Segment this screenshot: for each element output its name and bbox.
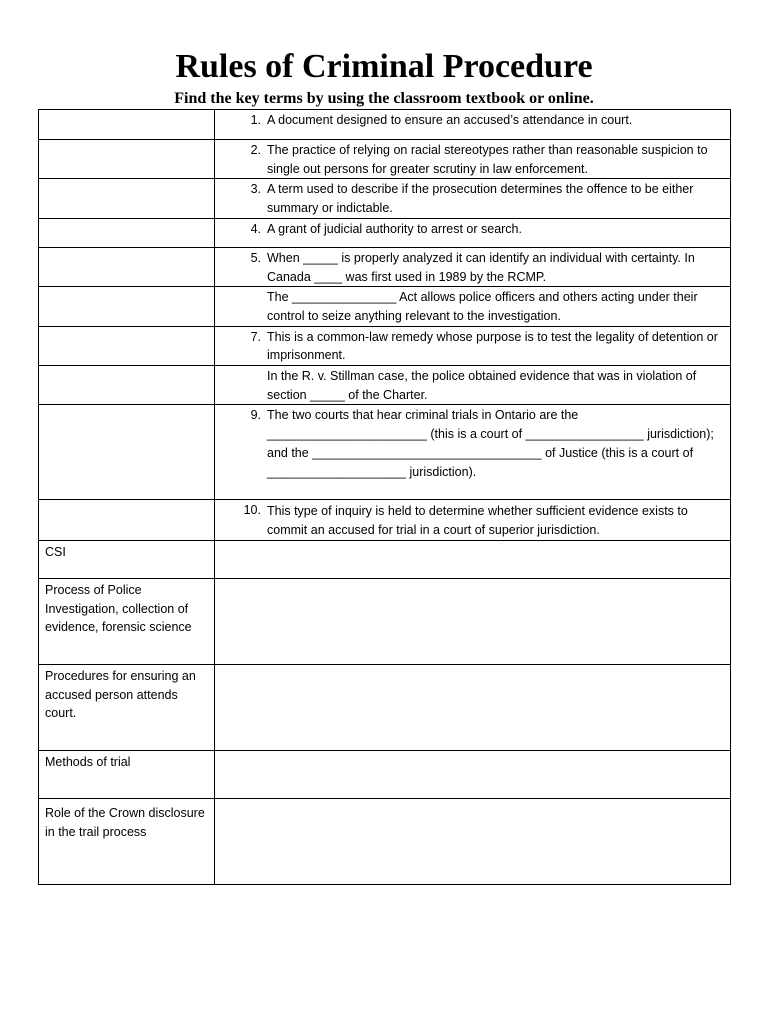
question-cell bbox=[215, 366, 731, 405]
question-cell bbox=[215, 500, 731, 540]
question-text: This is a common-law remedy whose purpose is to test the legality of detention or imprisonment. bbox=[267, 329, 718, 363]
question-cell bbox=[215, 326, 731, 365]
topic-label: Procedures for ensuring an accused person attends court. bbox=[45, 668, 196, 721]
answer-cell[interactable] bbox=[39, 405, 215, 500]
table-row bbox=[39, 798, 731, 884]
table-row bbox=[39, 750, 731, 798]
answer-cell[interactable] bbox=[39, 500, 215, 540]
question-cell bbox=[215, 179, 731, 218]
question-cell bbox=[215, 247, 731, 286]
topic-label: CSI bbox=[45, 544, 66, 559]
table-row bbox=[39, 540, 731, 578]
question-text: The practice of relying on racial stereotypes rather than reasonable suspicion to single out persons for greater scrutiny in law enforcement. bbox=[267, 143, 708, 176]
notes-cell[interactable] bbox=[215, 798, 731, 884]
answer-cell[interactable] bbox=[39, 247, 215, 286]
table-row bbox=[39, 366, 731, 405]
question-text: When _____ is properly analyzed it can identify an individual with certainty. In Canada ____ was first used in 1989 by the RCMP. bbox=[267, 250, 695, 284]
question-cell bbox=[215, 405, 731, 500]
table-row bbox=[39, 140, 731, 179]
topic-cell bbox=[39, 664, 215, 750]
topic-label: Methods of trial bbox=[45, 754, 131, 769]
question-number: 4. bbox=[250, 221, 261, 236]
table-row bbox=[39, 405, 731, 500]
page-title: Rules of Criminal Procedure bbox=[175, 48, 593, 85]
topic-label: Role of the Crown disclosure in the trail process bbox=[45, 805, 205, 839]
answer-cell[interactable] bbox=[39, 326, 215, 365]
question-cell bbox=[215, 140, 731, 179]
notes-cell[interactable] bbox=[215, 578, 731, 664]
table-row bbox=[39, 326, 731, 365]
topic-cell bbox=[39, 798, 215, 884]
question-text: The two courts that hear criminal trials in Ontario are the _______________________ (this is a court of _________________ jurisdiction); and the _________________________________ of Justice (this is a court of ____________________ jurisdiction). bbox=[267, 408, 714, 479]
answer-cell[interactable] bbox=[39, 218, 215, 247]
table-row bbox=[39, 110, 731, 140]
answer-cell[interactable] bbox=[39, 110, 215, 140]
table-row bbox=[39, 179, 731, 218]
question-cell bbox=[215, 287, 731, 326]
table-row bbox=[39, 287, 731, 326]
topic-cell bbox=[39, 540, 215, 578]
question-text: A grant of judicial authority to arrest or search. bbox=[267, 221, 522, 236]
answer-cell[interactable] bbox=[39, 366, 215, 405]
question-number: 10. bbox=[243, 503, 261, 518]
question-text: The _______________ Act allows police officers and others acting under their control to seize anything relevant to the investigation. bbox=[267, 290, 698, 323]
question-number: 9. bbox=[250, 408, 261, 423]
question-cell bbox=[215, 218, 731, 247]
table-row bbox=[39, 664, 731, 750]
key-terms-table bbox=[38, 109, 731, 885]
question-text: In the R. v. Stillman case, the police obtained evidence that was in violation of section _____ of the Charter. bbox=[267, 369, 697, 402]
topic-cell bbox=[39, 578, 215, 664]
topic-label: Process of Police Investigation, collection of evidence, forensic science bbox=[45, 582, 192, 635]
table-row bbox=[39, 247, 731, 286]
question-number: 5. bbox=[250, 250, 261, 265]
question-number: 1. bbox=[250, 113, 261, 127]
table-row bbox=[39, 218, 731, 247]
question-number: 3. bbox=[250, 182, 261, 197]
question-text: A document designed to ensure an accused’s attendance in court. bbox=[267, 113, 633, 127]
page-subtitle: Find the key terms by using the classroom textbook or online. bbox=[174, 90, 594, 107]
question-number: 7. bbox=[250, 329, 261, 344]
question-number: 2. bbox=[250, 143, 261, 157]
notes-cell[interactable] bbox=[215, 750, 731, 798]
question-text: This type of inquiry is held to determine whether sufficient evidence exists to commit an accused for trial in a court of superior jurisdiction. bbox=[267, 504, 688, 538]
answer-cell[interactable] bbox=[39, 179, 215, 218]
topic-cell bbox=[39, 750, 215, 798]
answer-cell[interactable] bbox=[39, 140, 215, 179]
notes-cell[interactable] bbox=[215, 540, 731, 578]
table-row bbox=[39, 578, 731, 664]
table-row bbox=[39, 500, 731, 540]
question-text: A term used to describe if the prosecution determines the offence to be either summary or indictable. bbox=[267, 182, 694, 216]
answer-cell[interactable] bbox=[39, 287, 215, 326]
question-cell bbox=[215, 110, 731, 140]
notes-cell[interactable] bbox=[215, 664, 731, 750]
